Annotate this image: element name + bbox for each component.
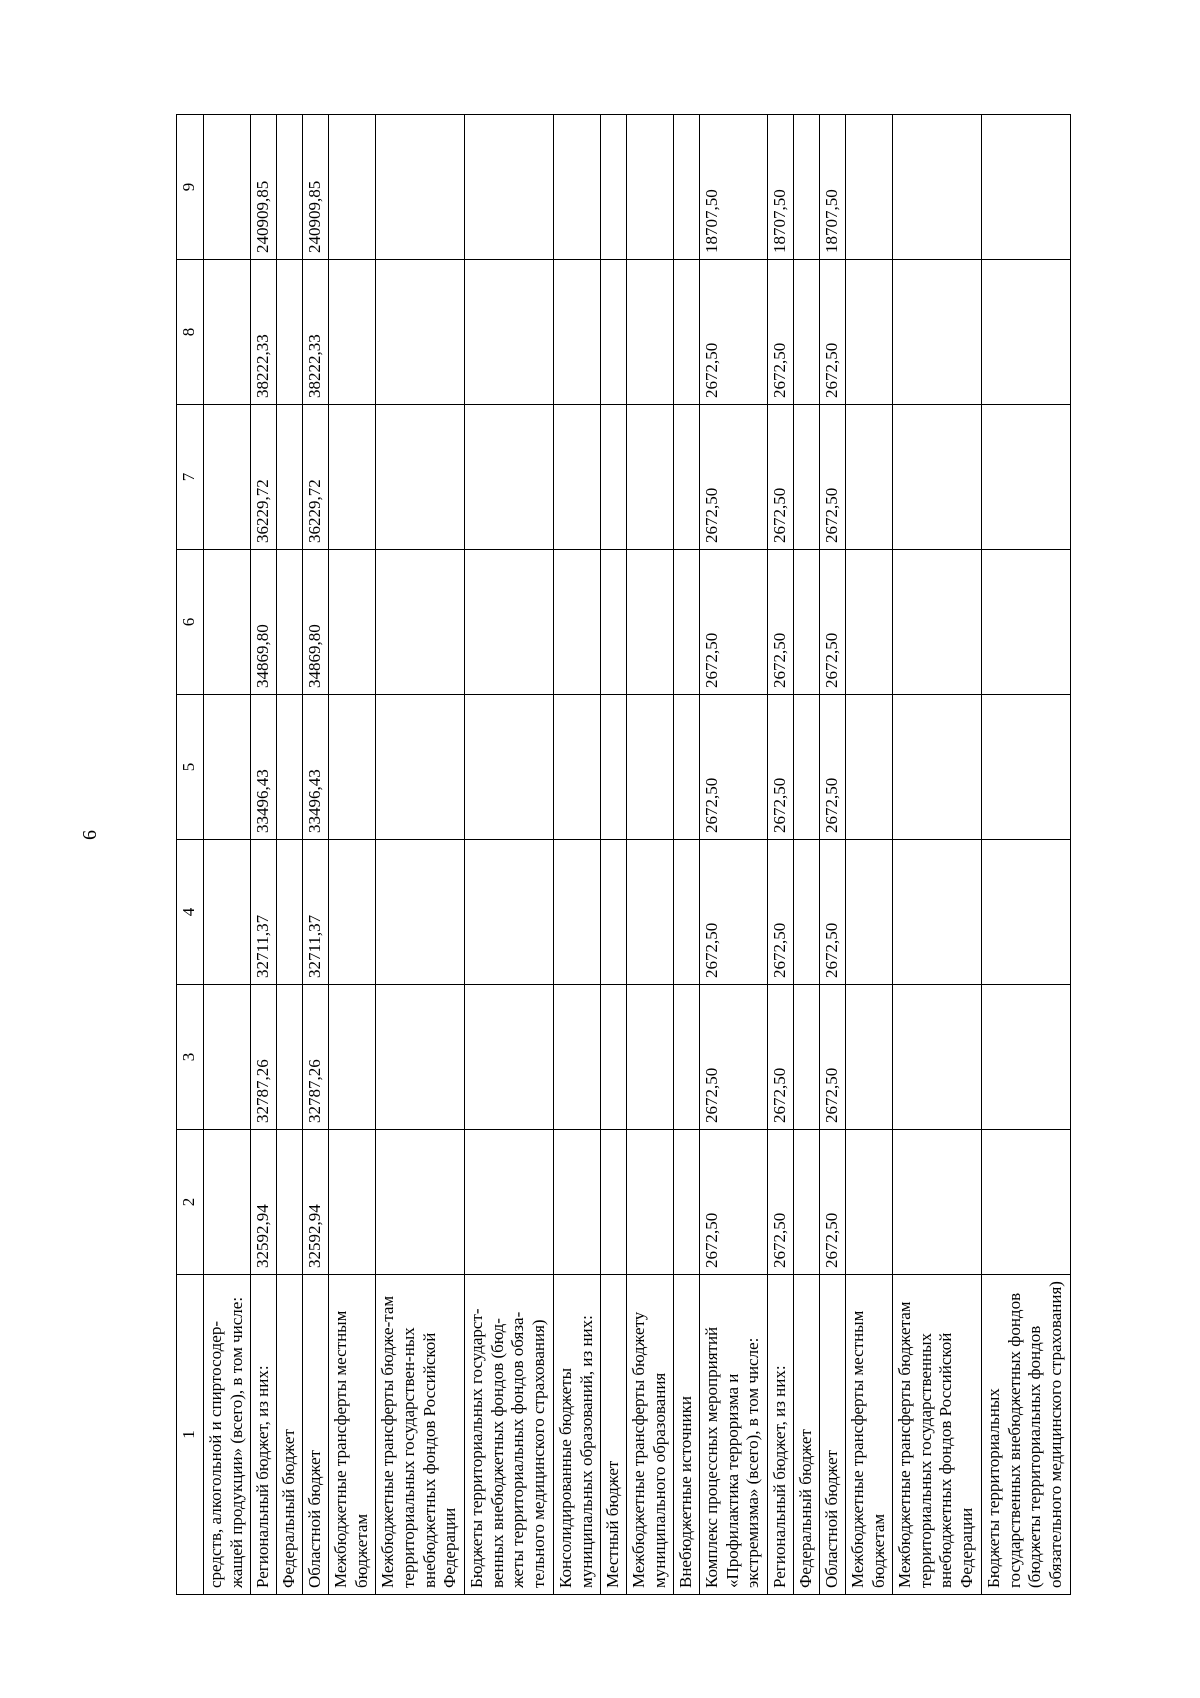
value-cell — [277, 260, 303, 405]
value-cell — [376, 260, 465, 405]
column-header-9: 9 — [177, 115, 204, 260]
value-cell — [626, 260, 673, 405]
value-cell — [376, 840, 465, 985]
value-cell — [981, 695, 1070, 840]
table-body — [204, 115, 1071, 1595]
value-cell — [981, 550, 1070, 695]
row-label: Бюджеты территориальных государст-венных внебюджетных фондов (бюд-жеты территориальных фондов обяза-тельного медицинского страхования) — [464, 1275, 553, 1595]
table-header-row — [177, 115, 204, 1595]
table-row — [600, 115, 626, 1595]
value-cell: 34869,80 — [251, 550, 277, 695]
value-cell — [464, 695, 553, 840]
value-cell — [464, 405, 553, 550]
value-cell — [845, 260, 892, 405]
value-cell — [626, 1130, 673, 1275]
value-cell — [204, 405, 251, 550]
value-cell: 2672,50 — [699, 260, 767, 405]
value-cell: 2672,50 — [819, 985, 845, 1130]
value-cell: 34869,80 — [303, 550, 329, 695]
value-cell — [329, 840, 376, 985]
value-cell: 2672,50 — [819, 1130, 845, 1275]
value-cell — [673, 1130, 699, 1275]
value-cell: 2672,50 — [699, 405, 767, 550]
value-cell — [329, 985, 376, 1130]
value-cell — [892, 115, 981, 260]
value-cell — [626, 115, 673, 260]
value-cell — [329, 695, 376, 840]
value-cell — [845, 1130, 892, 1275]
value-cell — [981, 1130, 1070, 1275]
table-row — [793, 115, 819, 1595]
value-cell — [892, 405, 981, 550]
value-cell — [626, 695, 673, 840]
value-cell — [600, 260, 626, 405]
row-label: Внебюджетные источники — [673, 1275, 699, 1595]
value-cell: 2672,50 — [767, 550, 793, 695]
value-cell: 2672,50 — [819, 405, 845, 550]
value-cell — [204, 840, 251, 985]
row-label: Региональный бюджет, из них: — [251, 1275, 277, 1595]
value-cell — [673, 115, 699, 260]
row-label: Межбюджетные трансферты местным бюджетам — [329, 1275, 376, 1595]
table-row — [626, 115, 673, 1595]
value-cell — [553, 115, 600, 260]
value-cell: 32592,94 — [251, 1130, 277, 1275]
column-header-8: 8 — [177, 260, 204, 405]
value-cell — [673, 550, 699, 695]
value-cell: 36229,72 — [303, 405, 329, 550]
value-cell: 2672,50 — [699, 840, 767, 985]
value-cell — [845, 405, 892, 550]
value-cell — [892, 695, 981, 840]
value-cell — [600, 550, 626, 695]
value-cell — [553, 405, 600, 550]
table-row — [303, 115, 329, 1595]
value-cell — [981, 115, 1070, 260]
budget-table — [176, 114, 1071, 1595]
value-cell — [673, 260, 699, 405]
table-row — [767, 115, 793, 1595]
value-cell — [553, 695, 600, 840]
value-cell — [277, 405, 303, 550]
row-label: Федеральный бюджет — [793, 1275, 819, 1595]
row-label: Межбюджетные трансферты бюджету муниципального образования — [626, 1275, 673, 1595]
column-header-6: 6 — [177, 550, 204, 695]
value-cell: 32787,26 — [303, 985, 329, 1130]
value-cell: 240909,85 — [303, 115, 329, 260]
value-cell — [204, 1130, 251, 1275]
value-cell — [626, 985, 673, 1130]
value-cell — [626, 550, 673, 695]
value-cell — [329, 115, 376, 260]
value-cell — [277, 550, 303, 695]
row-label: Консолидированные бюджеты муниципальных образований, из них: — [553, 1275, 600, 1595]
row-label: Местный бюджет — [600, 1275, 626, 1595]
value-cell — [793, 550, 819, 695]
row-label: средств, алкогольной и спиртосодер-жащей продукции» (всего), в том числе: — [204, 1275, 251, 1595]
value-cell — [204, 115, 251, 260]
value-cell: 2672,50 — [699, 1130, 767, 1275]
table-row — [673, 115, 699, 1595]
value-cell — [376, 1130, 465, 1275]
value-cell: 240909,85 — [251, 115, 277, 260]
value-cell — [553, 840, 600, 985]
value-cell — [793, 115, 819, 260]
value-cell: 2672,50 — [819, 550, 845, 695]
value-cell: 2672,50 — [699, 550, 767, 695]
value-cell — [376, 115, 465, 260]
value-cell — [277, 695, 303, 840]
value-cell — [329, 405, 376, 550]
value-cell: 32711,37 — [303, 840, 329, 985]
value-cell — [892, 260, 981, 405]
value-cell — [793, 840, 819, 985]
value-cell: 32787,26 — [251, 985, 277, 1130]
value-cell — [673, 840, 699, 985]
value-cell — [793, 1130, 819, 1275]
table-row — [553, 115, 600, 1595]
value-cell — [204, 550, 251, 695]
value-cell — [673, 985, 699, 1130]
value-cell — [981, 985, 1070, 1130]
value-cell — [376, 550, 465, 695]
table-row — [464, 115, 553, 1595]
row-label: Областной бюджет — [303, 1275, 329, 1595]
value-cell — [892, 985, 981, 1130]
value-cell — [673, 405, 699, 550]
value-cell: 2672,50 — [699, 695, 767, 840]
value-cell — [845, 550, 892, 695]
row-label: Областной бюджет — [819, 1275, 845, 1595]
value-cell — [553, 550, 600, 695]
value-cell — [329, 1130, 376, 1275]
value-cell — [793, 260, 819, 405]
value-cell — [204, 260, 251, 405]
value-cell — [464, 260, 553, 405]
value-cell: 2672,50 — [767, 840, 793, 985]
value-cell — [845, 985, 892, 1130]
value-cell — [464, 985, 553, 1130]
table-row — [819, 115, 845, 1595]
page-number: 6 — [79, 830, 101, 840]
row-label: Межбюджетные трансферты местным бюджетам — [845, 1275, 892, 1595]
value-cell: 2672,50 — [819, 260, 845, 405]
value-cell — [845, 115, 892, 260]
value-cell — [845, 840, 892, 985]
value-cell — [553, 1130, 600, 1275]
value-cell — [553, 260, 600, 405]
value-cell — [626, 840, 673, 985]
value-cell — [793, 985, 819, 1130]
column-header-4: 4 — [177, 840, 204, 985]
column-header-3: 3 — [177, 985, 204, 1130]
column-header-1: 1 — [177, 1275, 204, 1595]
value-cell — [892, 840, 981, 985]
table-row — [981, 115, 1070, 1595]
table-row — [251, 115, 277, 1595]
value-cell — [277, 840, 303, 985]
value-cell — [464, 840, 553, 985]
value-cell: 38222,33 — [251, 260, 277, 405]
value-cell: 2672,50 — [767, 695, 793, 840]
value-cell — [981, 260, 1070, 405]
value-cell — [600, 985, 626, 1130]
value-cell — [600, 1130, 626, 1275]
value-cell — [329, 550, 376, 695]
value-cell — [793, 695, 819, 840]
value-cell — [376, 405, 465, 550]
value-cell — [277, 985, 303, 1130]
value-cell — [892, 550, 981, 695]
value-cell — [204, 985, 251, 1130]
table-row — [204, 115, 251, 1595]
value-cell — [600, 840, 626, 985]
value-cell — [329, 260, 376, 405]
value-cell: 2672,50 — [819, 695, 845, 840]
value-cell — [376, 695, 465, 840]
value-cell: 33496,43 — [251, 695, 277, 840]
value-cell — [464, 115, 553, 260]
value-cell: 18707,50 — [767, 115, 793, 260]
value-cell — [981, 840, 1070, 985]
column-header-2: 2 — [177, 1130, 204, 1275]
value-cell — [892, 1130, 981, 1275]
value-cell — [600, 405, 626, 550]
value-cell — [376, 985, 465, 1130]
value-cell: 2672,50 — [767, 260, 793, 405]
value-cell — [845, 695, 892, 840]
value-cell — [981, 405, 1070, 550]
column-header-7: 7 — [177, 405, 204, 550]
value-cell — [600, 115, 626, 260]
column-header-5: 5 — [177, 695, 204, 840]
row-label: Федеральный бюджет — [277, 1275, 303, 1595]
value-cell — [673, 695, 699, 840]
value-cell: 33496,43 — [303, 695, 329, 840]
row-label: Комплекс процессных мероприятий «Профилактика терроризма и экстремизма» (всего), в том числе: — [699, 1275, 767, 1595]
row-label: Региональный бюджет, из них: — [767, 1275, 793, 1595]
table-row — [892, 115, 981, 1595]
value-cell — [204, 695, 251, 840]
value-cell — [793, 405, 819, 550]
value-cell — [464, 1130, 553, 1275]
value-cell: 2672,50 — [767, 405, 793, 550]
table-row — [277, 115, 303, 1595]
value-cell — [464, 550, 553, 695]
value-cell: 2672,50 — [767, 985, 793, 1130]
rotated-table-container — [176, 115, 1071, 1595]
row-label: Межбюджетные трансферты бюдже-там территориальных государствен-ных внебюджетных фондов Российской Федерации — [376, 1275, 465, 1595]
value-cell: 2672,50 — [767, 1130, 793, 1275]
value-cell — [553, 985, 600, 1130]
row-label: Межбюджетные трансферты бюджетам территориальных государственных внебюджетных фондов Российской Федерации — [892, 1275, 981, 1595]
value-cell: 36229,72 — [251, 405, 277, 550]
table-row — [845, 115, 892, 1595]
value-cell: 32592,94 — [303, 1130, 329, 1275]
value-cell: 18707,50 — [699, 115, 767, 260]
value-cell: 2672,50 — [819, 840, 845, 985]
value-cell — [626, 405, 673, 550]
row-label: Бюджеты территориальных государственных внебюджетных фондов (бюджеты территориальных фондов обязательного медицинского страхования) — [981, 1275, 1070, 1595]
value-cell: 38222,33 — [303, 260, 329, 405]
table-row — [329, 115, 376, 1595]
value-cell: 2672,50 — [699, 985, 767, 1130]
table-row — [699, 115, 767, 1595]
value-cell: 18707,50 — [819, 115, 845, 260]
value-cell: 32711,37 — [251, 840, 277, 985]
value-cell — [277, 1130, 303, 1275]
value-cell — [277, 115, 303, 260]
table-row — [376, 115, 465, 1595]
value-cell — [600, 695, 626, 840]
